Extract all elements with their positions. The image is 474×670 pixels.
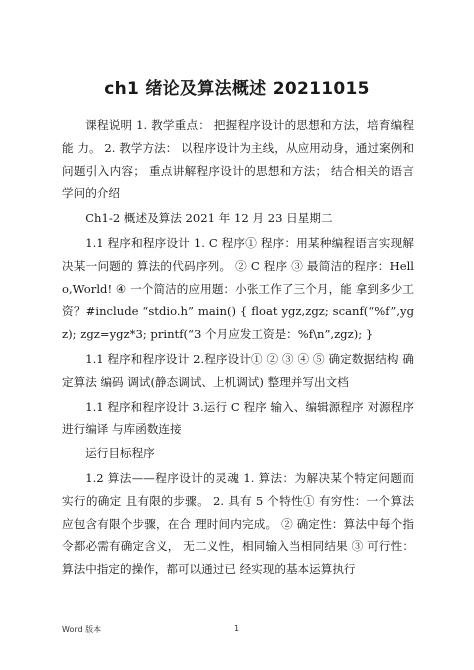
paragraph-algorithm: 1.2 算法——程序设计的灵魂 1. 算法：为解决某个特定问题而实行的确定 且有限的步骤。 2. 具有 5 个特性① 有穷性：一个算法应包含有限个步骤，在合 理时间内完成。 ② 确定性：算法中每个指令都必需有确定含义， 无二义性，相同输入当相同结果 ③ 可行性：算法中指定的操作，都可以通过已 经实现的基本运算执行	[62, 470, 414, 577]
footer-label: Word 版本	[62, 625, 102, 634]
paragraph-run-target: 运行目标程序	[85, 446, 155, 461]
paragraph-run-c-program: 1.1 程序和程序设计 3.运行 C 程序 输入、编辑源程序 对源程序进行编译 与库函数连接	[62, 399, 414, 437]
paragraph-c-program: 1.1 程序和程序设计 1. C 程序① 程序：用某种编程语言实现解决某一问题的 算法的代码序列。 ② C 程序 ③ 最简洁的程序：Hello,World! ④ 一个简洁的应用题：小张工作了三个月，能 拿到多少工资？#include “stdio.h” main() { float ygz,zgz; scanf(“%f”,ygz); zgz=ygz*3; printf(“3 个月应发工资是：%f\n”,zgz); }	[62, 235, 414, 342]
document-body	[62, 114, 414, 582]
paragraph-program-design: 1.1 程序和程序设计 2.程序设计① ② ③ ④ ⑤ 确定数据结构 确定算法 编码 调试(静态调试、上机调试) 整理并写出文档	[62, 351, 414, 389]
footer-page-number: 1	[234, 624, 240, 633]
document-title: ch1 绪论及算法概述 20211015	[104, 79, 370, 99]
paragraph-section-date: Ch1-2 概述及算法 2021 年 12 月 23 日星期二	[85, 211, 333, 226]
paragraph-course-intro: 课程说明 1. 教学重点： 把握程序设计的思想和方法，培育编程能 力。 2. 教学方法： 以程序设计为主线，从应用动身，通过案例和问题引入内容； 重点讲解程序设计的思想和方法； 结合相关的语言学问的介绍	[62, 118, 414, 201]
